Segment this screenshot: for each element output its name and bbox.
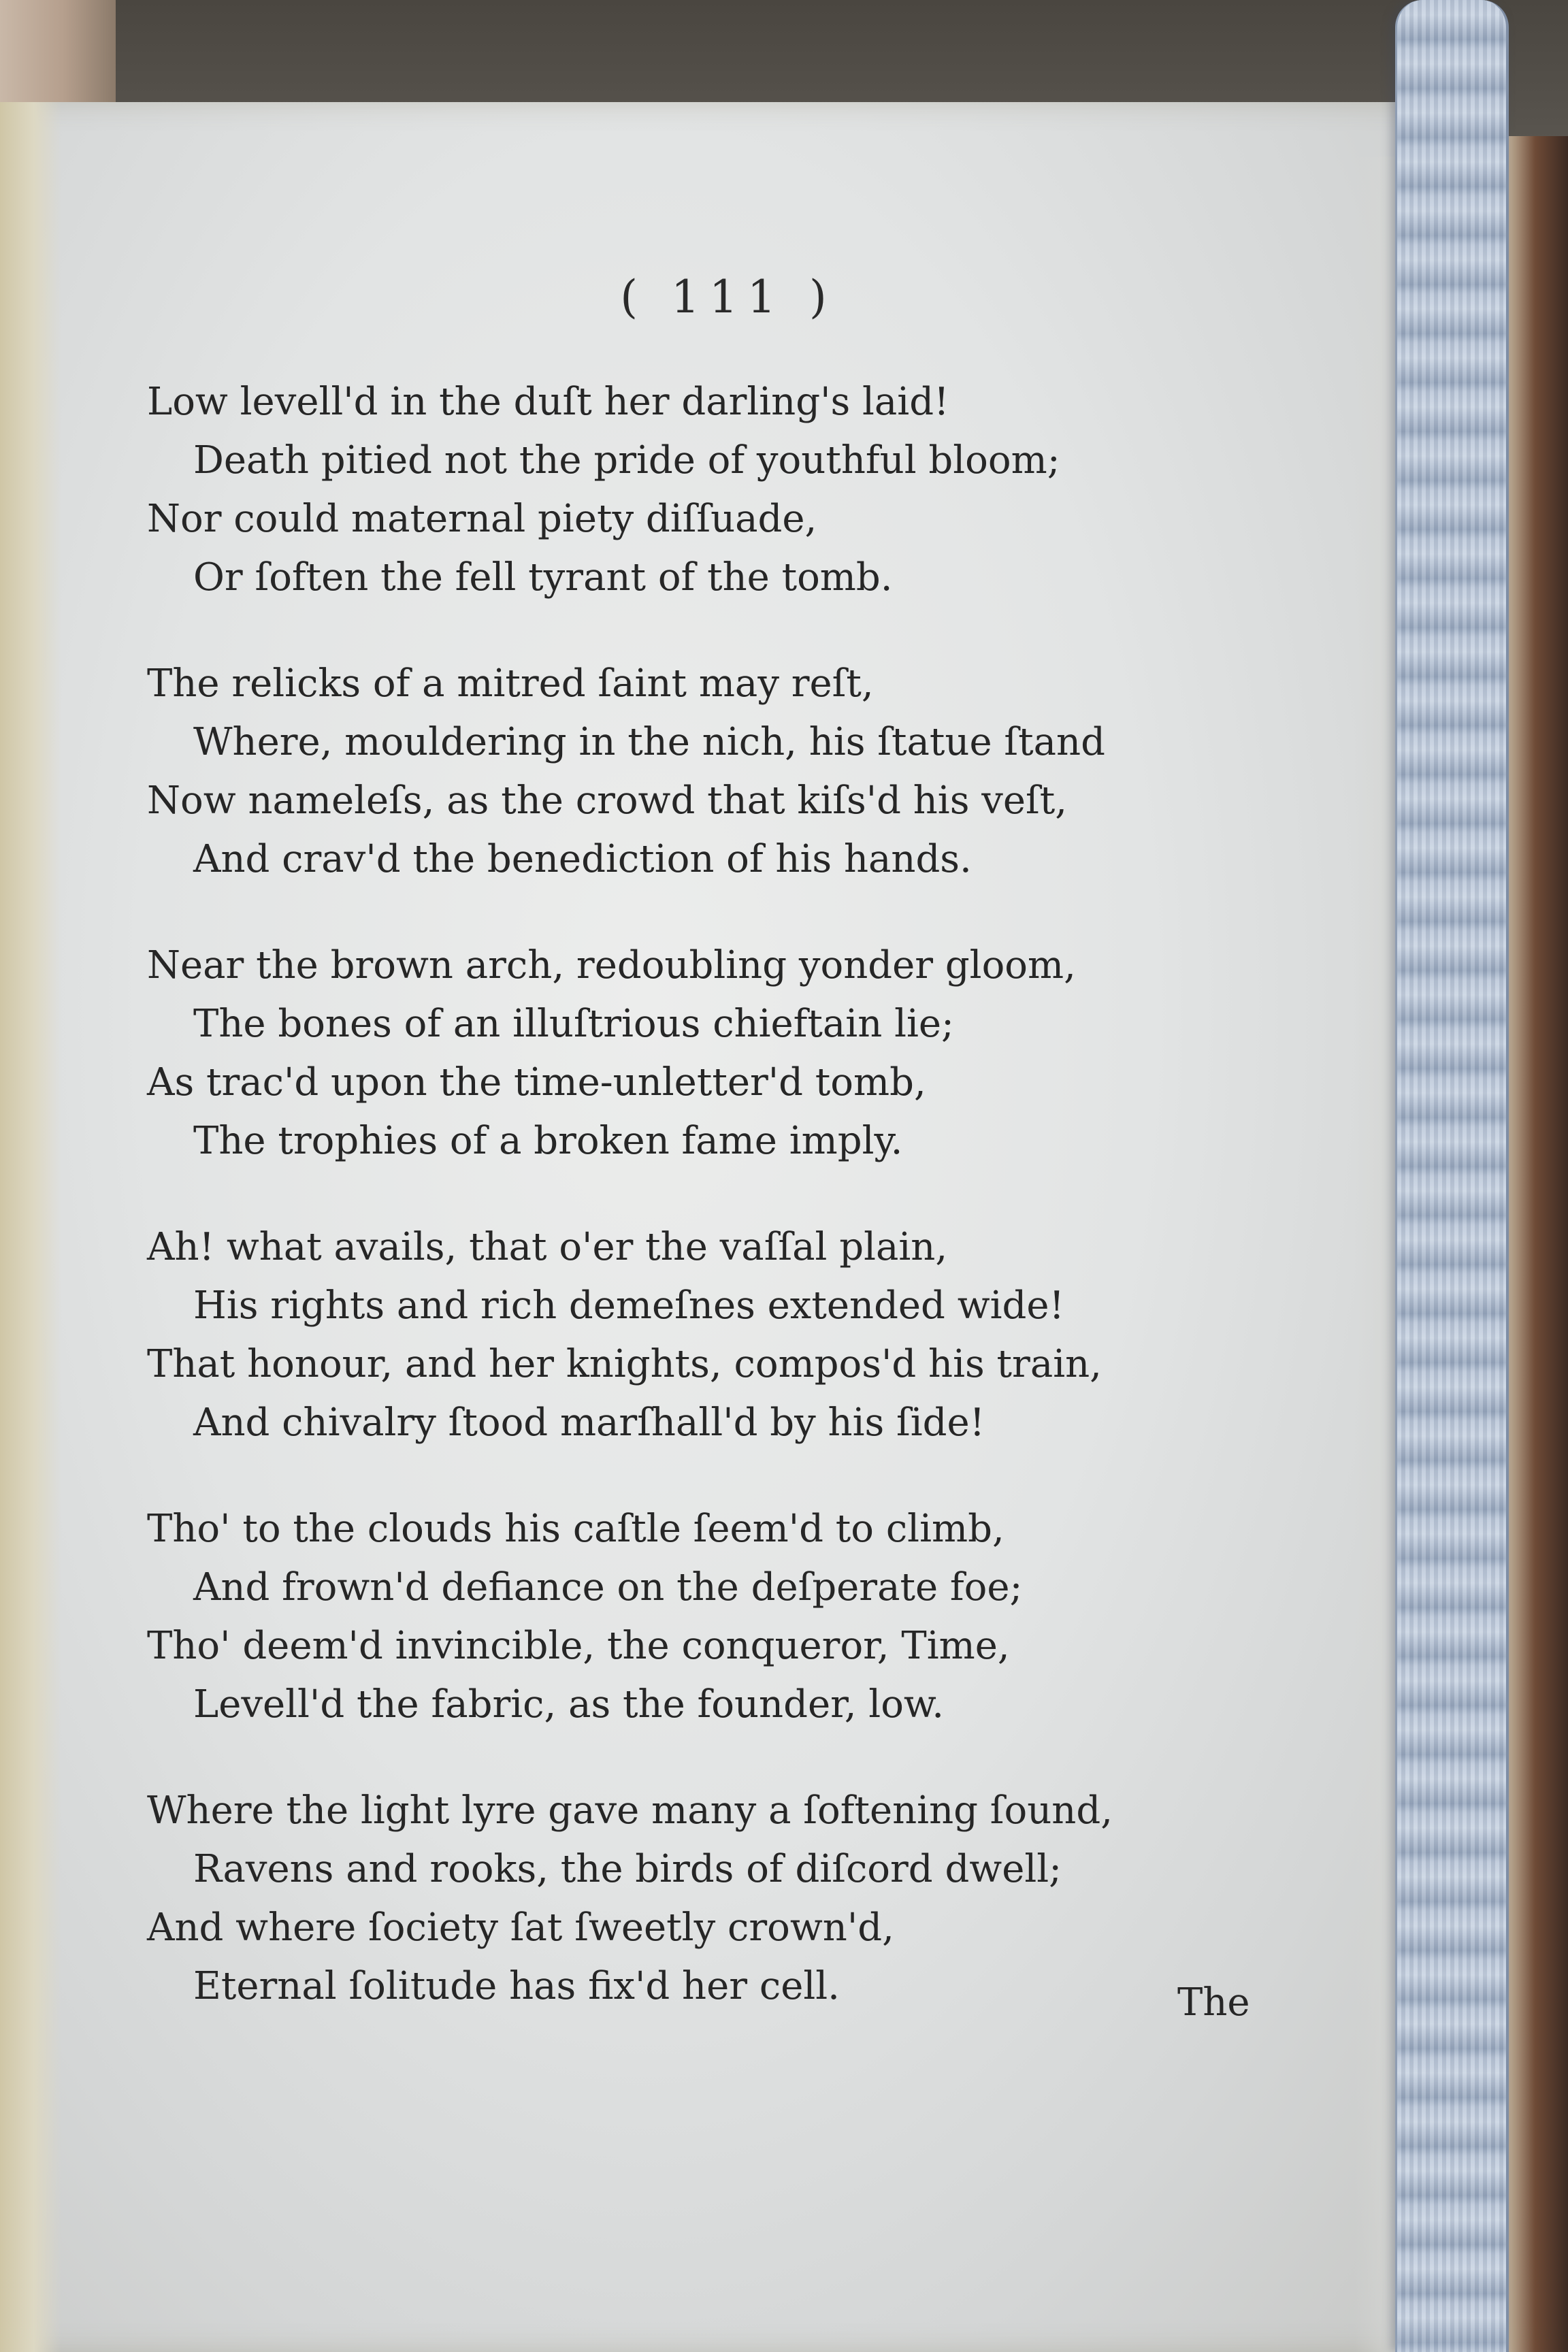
poem-line: Now nameleſs, as the crowd that kiſs'd his veſt, [147, 779, 1068, 823]
poem-line: The trophies of a broken fame imply. [193, 1119, 903, 1163]
poem-line: The bones of an illuſtrious chieftain lie; [193, 1002, 954, 1046]
poem-line: And where ſociety ſat ſweetly crown'd, [147, 1906, 894, 1950]
stanza-2 [147, 655, 1318, 889]
catchword: The [1177, 1980, 1250, 2025]
poem-line: Or ſoften the fell tyrant of the tomb. [193, 555, 893, 600]
stanza-1 [147, 373, 1318, 607]
poem-line: Death pitied not the pride of youthful bloom; [193, 438, 1060, 483]
poem-line: Nor could maternal piety diſſuade, [147, 497, 817, 541]
poem-line: The relicks of a mitred ſaint may reſt, [147, 662, 874, 706]
poem-line: His rights and rich demeſnes extended wide! [193, 1284, 1065, 1328]
poem-line: Ravens and rooks, the birds of diſcord dwell; [193, 1847, 1062, 1891]
page-number: ( 111 ) [620, 271, 836, 323]
poem-line: Levell'd the fabric, as the founder, low. [193, 1682, 945, 1727]
poem-line: Where, mouldering in the nich, his ſtatue ſtand [193, 720, 1105, 764]
stanza-3 [147, 936, 1318, 1171]
stanza-5 [147, 1500, 1318, 1734]
poem-line: And chivalry ſtood marſhall'd by his ſide! [193, 1401, 985, 1445]
poem-line: Low levell'd in the duſt her darling's laid! [147, 380, 949, 424]
page-gutter [0, 102, 61, 2352]
poem-text [147, 373, 1318, 2063]
poem-line: Ah! what avails, that o'er the vaſſal plain, [147, 1225, 948, 1269]
poem-line: Near the brown arch, redoubling yonder gloom, [147, 943, 1076, 987]
bookmark-ribbon [1395, 0, 1509, 2352]
poem-line: And crav'd the benediction of his hands. [193, 837, 972, 881]
poem-line: Tho' to the clouds his caſtle ſeem'd to climb, [147, 1507, 1004, 1551]
poem-line: That honour, and her knights, compos'd his train, [147, 1342, 1102, 1386]
stanza-4 [147, 1218, 1318, 1452]
poem-line: Tho' deem'd invincible, the conqueror, Time, [147, 1624, 1010, 1668]
poem-line: Where the light lyre gave many a ſoftening ſound, [147, 1788, 1113, 1833]
poem-line: As trac'd upon the time-unletter'd tomb, [147, 1060, 926, 1105]
poem-line: Eternal ſolitude has fix'd her cell. [193, 1964, 840, 2008]
stanza-6 [147, 1782, 1318, 2016]
poem-line: And frown'd defiance on the deſperate foe; [193, 1565, 1023, 1610]
